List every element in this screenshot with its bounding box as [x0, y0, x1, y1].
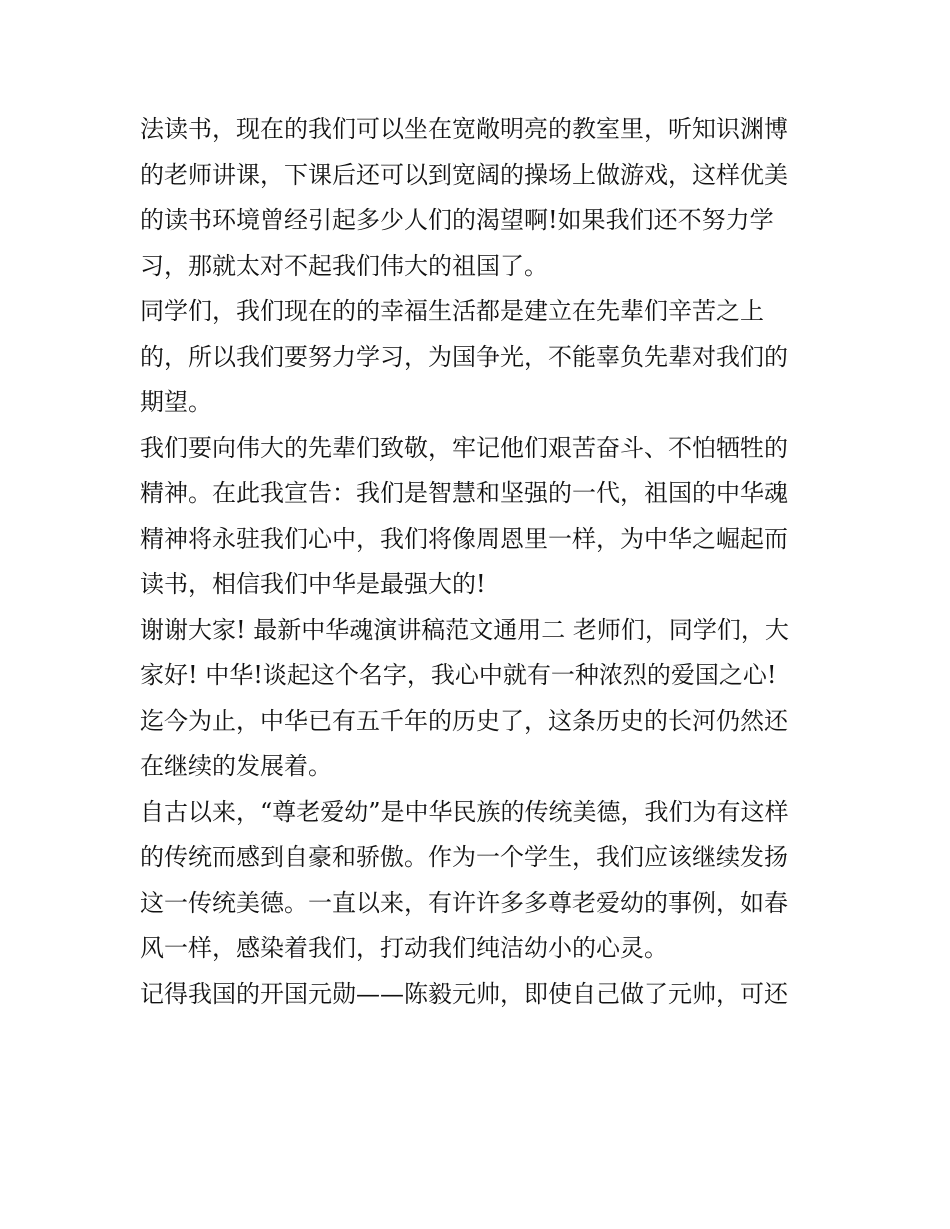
text-line: 法读书，现在的我们可以坐在宽敞明亮的教室里，听知识渊博 — [140, 115, 788, 143]
text-line: 这一传统美德。一直以来，有许许多多尊老爱幼的事例，如春 — [140, 888, 788, 917]
text-line: 谢谢大家! 最新中华魂演讲稿范文通用二 老师们，同学们，大 — [140, 615, 789, 644]
text-line: 期望。 — [140, 388, 212, 416]
text-line: 的读书环境曾经引起多少人们的渴望啊!如果我们还不努力学 — [140, 206, 774, 234]
text-line: 习，那就太对不起我们伟大的祖国了。 — [140, 251, 548, 280]
text-line: 精神。在此我宣告：我们是智慧和坚强的一代，祖国的中华魂 — [140, 479, 788, 507]
text-line: 家好! 中华!谈起这个名字，我心中就有一种浓烈的爱国之心! — [140, 661, 777, 689]
text-line: 风一样，感染着我们，打动我们纯洁幼小的心灵。 — [140, 934, 668, 962]
document-body — [140, 107, 820, 1017]
text-line: 的老师讲课，下课后还可以到宽阔的操场上做游戏，这样优美 — [140, 160, 788, 189]
text-line: 在继续的发展着。 — [140, 752, 332, 780]
text-line: 精神将永驻我们心中，我们将像周恩里一样，为中华之崛起而 — [140, 524, 788, 553]
text-line: 记得我国的开国元勋——陈毅元帅，即使自己做了元帅，可还 — [140, 979, 788, 1008]
text-line: 我们要向伟大的先辈们致敬，牢记他们艰苦奋斗、不怕牺牲的 — [140, 433, 788, 462]
text-line: 迄今为止，中华已有五千年的历史了，这条历史的长河仍然还 — [140, 706, 788, 735]
text-line: 自古以来，“尊老爱幼”是中华民族的传统美德，我们为有这样 — [140, 797, 789, 826]
text-line: 的传统而感到自豪和骄傲。作为一个学生，我们应该继续发扬 — [140, 843, 788, 871]
text-line: 的，所以我们要努力学习，为国争光，不能辜负先辈对我们的 — [140, 342, 788, 371]
text-line: 同学们，我们现在的的幸福生活都是建立在先辈们辛苦之上 — [140, 297, 764, 325]
text-line: 读书，相信我们中华是最强大的! — [140, 570, 486, 598]
